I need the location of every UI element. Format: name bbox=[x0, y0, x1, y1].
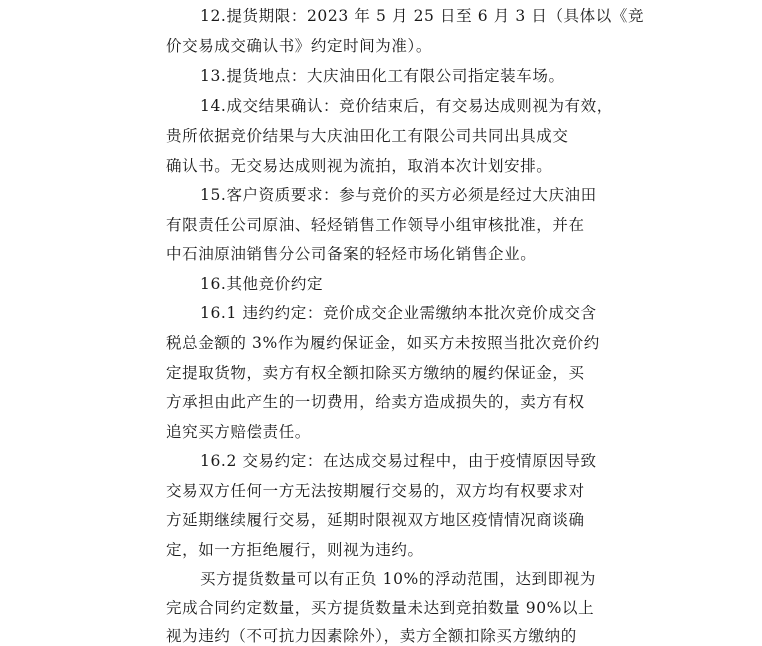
text-line: 追究买方赔偿责任。 bbox=[166, 423, 311, 441]
text-line: 16.其他竞价约定 bbox=[200, 275, 324, 293]
text-line: 视为违约（不可抗力因素除外），卖方全额扣除买方缴纳的 bbox=[166, 627, 577, 645]
text-line: 有限责任公司原油、轻烃销售工作领导小组审核批准，并在 bbox=[166, 216, 585, 234]
text-line: 方延期继续履行交易，延期时限视双方地区疫情情况商谈确 bbox=[166, 511, 585, 529]
text-line: 价交易成交确认书》约定时间为准）。 bbox=[166, 37, 432, 55]
text-line: 交易双方任何一方无法按期履行交易的，双方均有权要求对 bbox=[166, 482, 585, 500]
text-line: 买方提货数量可以有正负 10%的浮动范围，达到即视为 bbox=[200, 570, 596, 588]
text-line: 方承担由此产生的一切费用，给卖方造成损失的，卖方有权 bbox=[166, 393, 585, 411]
text-line: 12.提货期限：2023 年 5 月 25 日至 6 月 3 日（具体以《竞 bbox=[200, 7, 645, 25]
text-line: 贵所依据竞价结果与大庆油田化工有限公司共同出具成交 bbox=[166, 127, 569, 145]
text-line: 定，如一方拒绝履行，则视为违约。 bbox=[166, 541, 424, 559]
text-line: 14.成交结果确认：竞价结束后，有交易达成则视为有效， bbox=[200, 97, 613, 115]
text-line: 16.1 违约约定：竞价成交企业需缴纳本批次竞价成交含 bbox=[200, 304, 597, 322]
text-line: 13.提货地点：大庆油田化工有限公司指定装车场。 bbox=[200, 67, 565, 85]
text-line: 定提取货物，卖方有权全额扣除买方缴纳的履约保证金，买 bbox=[166, 364, 585, 382]
text-line: 税总金额的 3%作为履约保证金，如买方未按照当批次竞价约 bbox=[166, 334, 600, 352]
text-line: 完成合同约定数量，买方提货数量未达到竞拍数量 90%以上 bbox=[166, 599, 595, 617]
text-line: 中石油原油销售分公司备案的轻烃市场化销售企业。 bbox=[166, 245, 537, 263]
text-line: 15.客户资质要求：参与竞价的买方必须是经过大庆油田 bbox=[200, 186, 597, 204]
text-line: 16.2 交易约定：在达成交易过程中，由于疫情原因导致 bbox=[200, 452, 597, 470]
text-line: 确认书。无交易达成则视为流拍，取消本次计划安排。 bbox=[166, 157, 553, 175]
